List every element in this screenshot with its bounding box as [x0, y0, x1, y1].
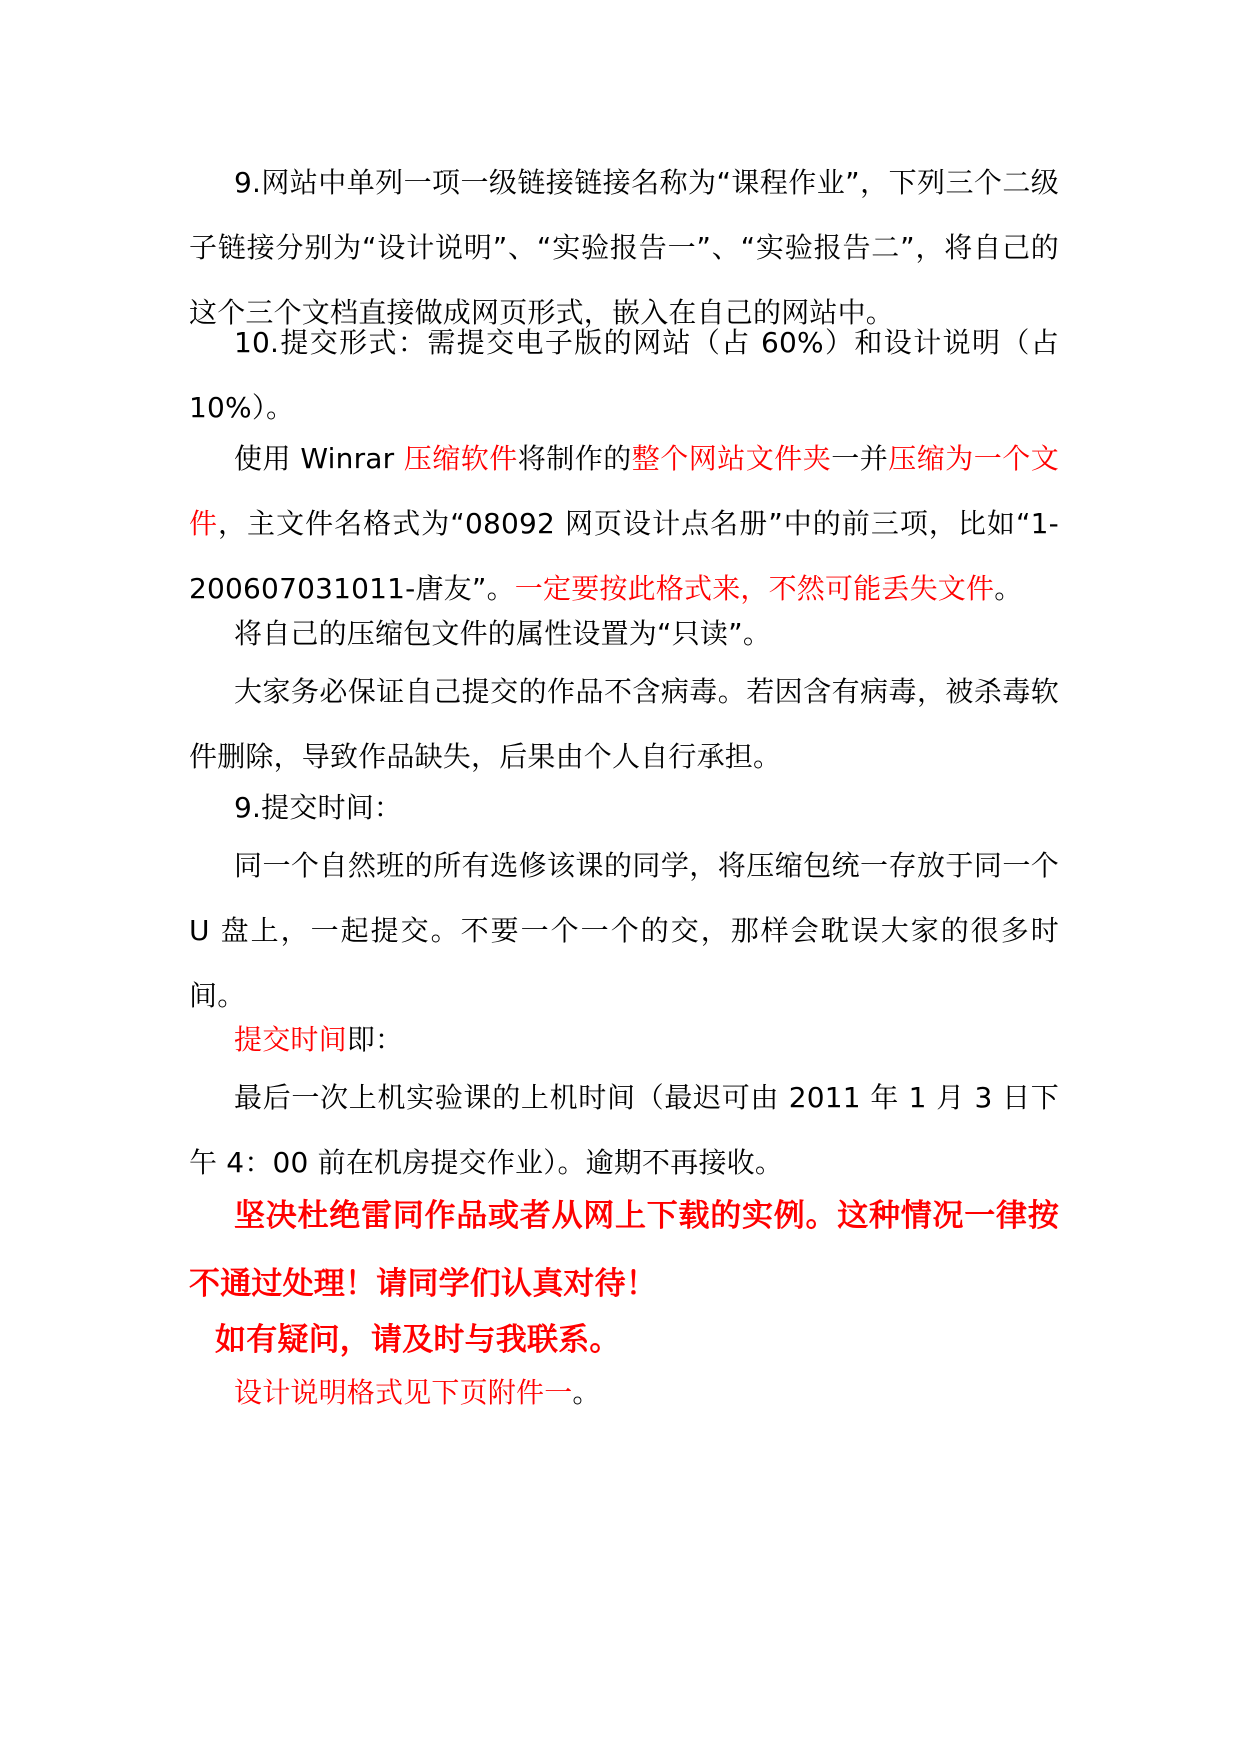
- highlight-format-warning: 一定要按此格式来，不然可能丢失文件: [514, 572, 995, 605]
- highlight-compress-single-file: 压缩为一个文件: [189, 442, 1059, 540]
- highlight-design-doc-reference: 设计说明格式见下页附件一: [234, 1376, 573, 1409]
- text-run: 大家务必保证自己提交的作品不含病毒。若因含有病毒，被杀毒软件删除，导致作品缺失，后果由个人自行承担。: [189, 675, 1059, 773]
- text-run: 9.提交时间：: [234, 791, 403, 824]
- highlight-compression-software: 压缩软件: [403, 442, 518, 475]
- text-run: 如有疑问，请及时与我联系。: [215, 1322, 621, 1358]
- paragraph-readonly-setting: [189, 601, 1059, 666]
- text-run: 一并: [831, 442, 889, 475]
- text-run: 将自己的压缩包文件的属性设置为“只读”。: [234, 617, 772, 650]
- paragraph-submission-time-label: [189, 1007, 1059, 1072]
- highlight-whole-site-folder: 整个网站文件夹: [631, 442, 832, 475]
- paragraph-plagiarism-warning: [189, 1182, 1059, 1318]
- text-run: 。: [994, 572, 1023, 605]
- text-run: 同一个自然班的所有选修该课的同学，将压缩包统一存放于同一个 U 盘上，一起提交。不要一个一个的交，那样会耽误大家的很多时间。: [189, 849, 1069, 1012]
- paragraph-design-doc-reference: [189, 1360, 1059, 1425]
- text-run: 使用 Winrar: [234, 442, 404, 475]
- highlight-submission-time: 提交时间: [234, 1023, 347, 1056]
- paragraph-deadline: [189, 1065, 1059, 1195]
- paragraph-winrar-instructions: [189, 426, 1059, 621]
- paragraph-usb-submission: [189, 833, 1069, 1028]
- paragraph-virus-warning: [189, 659, 1059, 789]
- text-run: 最后一次上机实验课的上机时间（最迟可由 2011 年 1 月 3 日下午 4：00 前在机房提交作业）。逾期不再接收。: [189, 1081, 1059, 1179]
- paragraph-submission-form: [189, 310, 1069, 440]
- text-run: 坚决杜绝雷同作品或者从网上下载的实例。这种情况一律按不通过处理！请同学们认真对待！: [189, 1198, 1059, 1302]
- paragraph-submission-time-heading: [189, 775, 1059, 840]
- text-run: 9.网站中单列一项一级链接链接名称为“课程作业”，下列三个二级子链接分别为“设计说明”、“实验报告一”、“实验报告二”，将自己的这个三个文档直接做成网页形式，嵌入在自己的网站中。: [189, 166, 1059, 329]
- text-run: ，主文件名格式为“08092 网页设计点名册”中的前三项，比如“1-200607031011-唐友”。: [189, 507, 1059, 605]
- text-run: 。: [572, 1376, 601, 1409]
- text-run: 10.提交形式：需提交电子版的网站（占 60%）和设计说明（占 10%）。: [189, 326, 1069, 424]
- text-run: 即：: [346, 1023, 404, 1056]
- text-run: 将制作的: [517, 442, 632, 475]
